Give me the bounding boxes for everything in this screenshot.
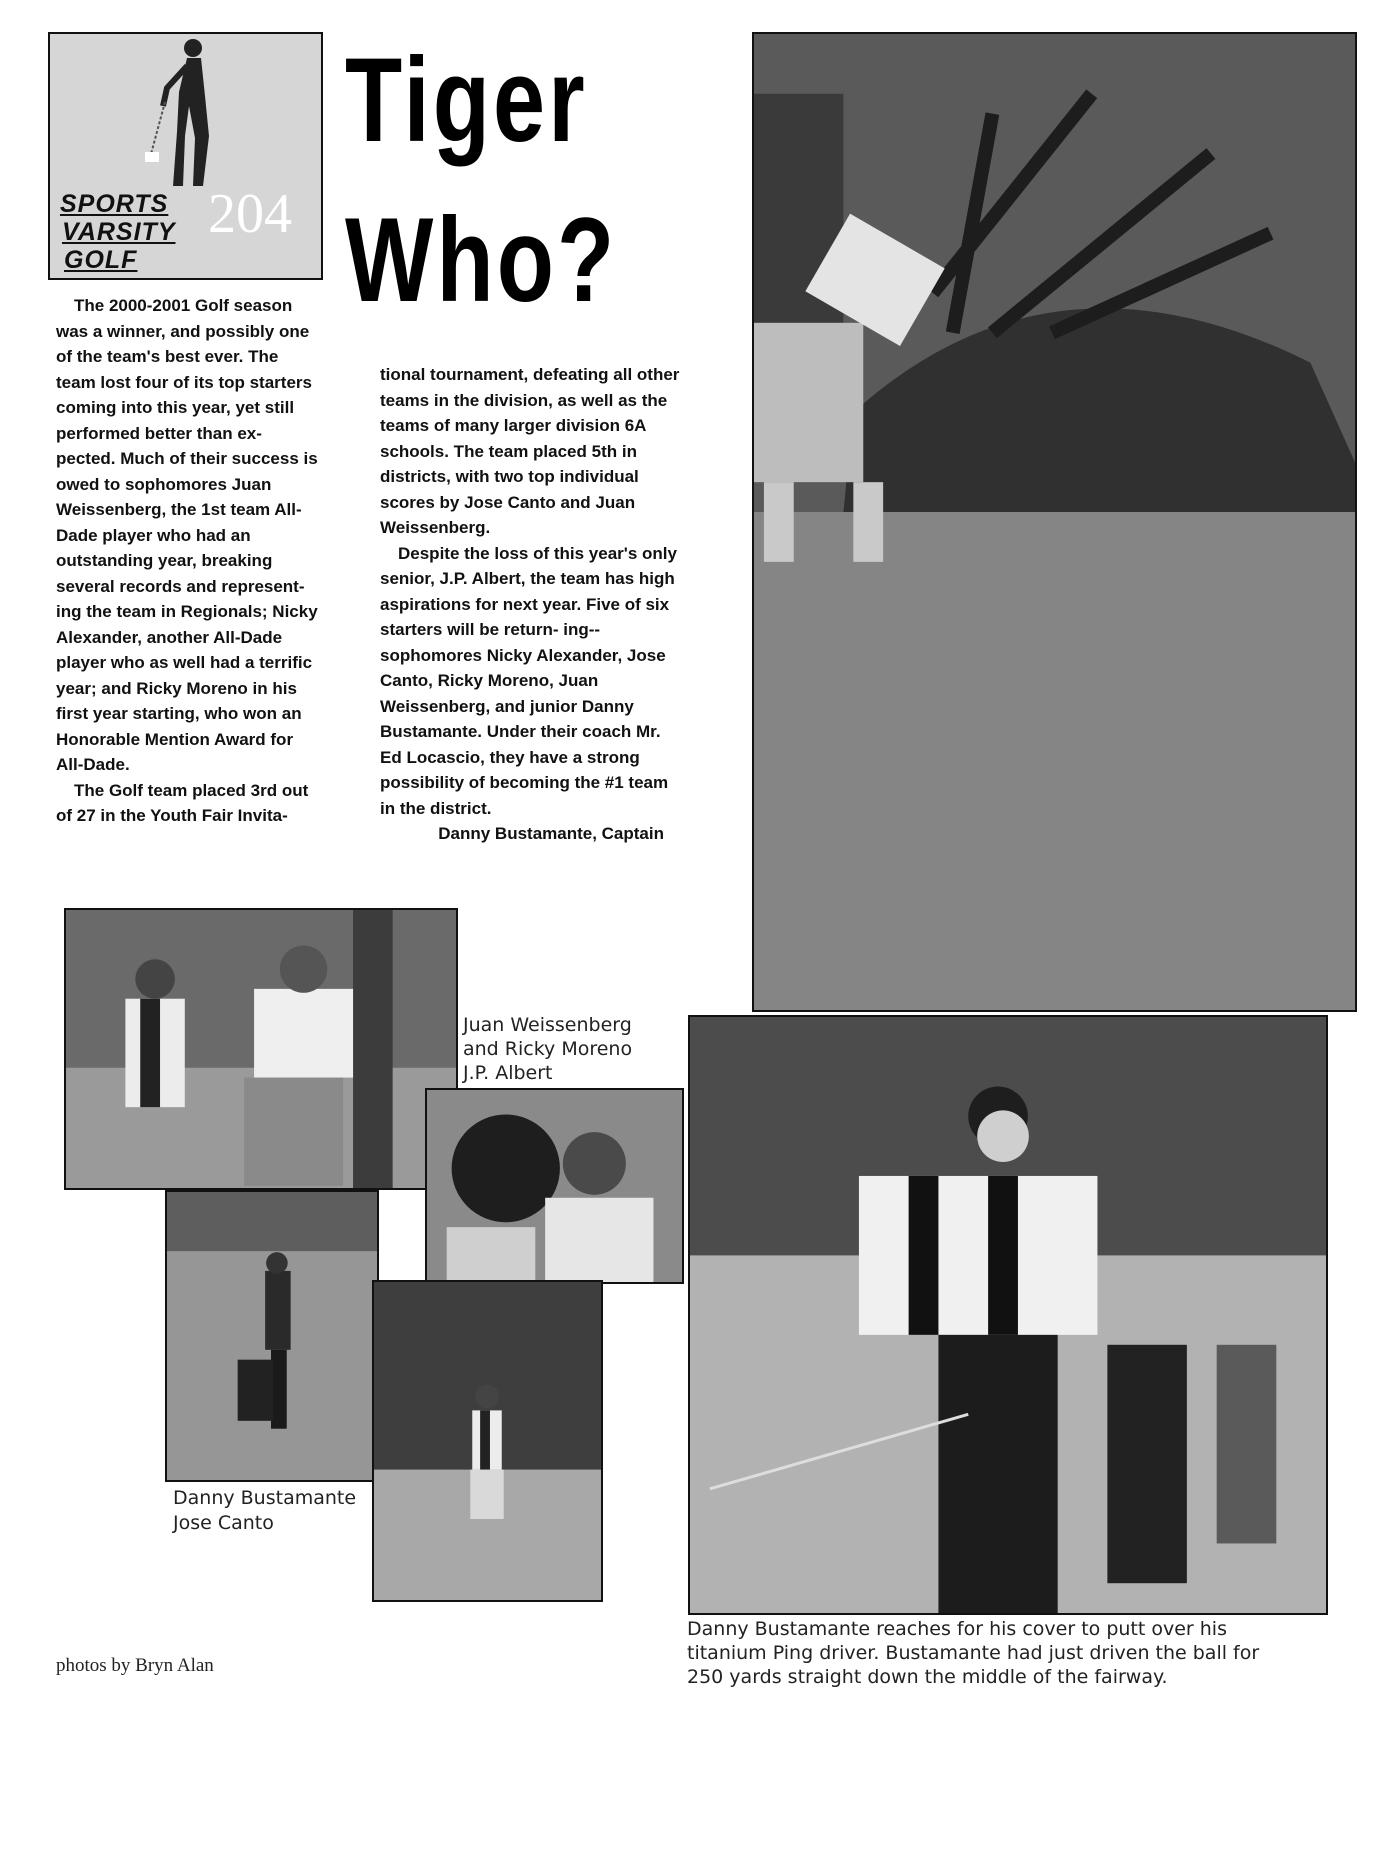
photo-bustamante-swing	[165, 1190, 379, 1482]
caption-main-line3: 250 yards straight down the middle of the fairway.	[687, 1666, 1168, 1688]
caption-canto: Jose Canto	[173, 1512, 274, 1534]
badge-varsity: VARSITY	[62, 218, 176, 246]
photo-jose-canto	[372, 1280, 603, 1602]
golfer-silhouette-icon	[145, 36, 235, 194]
headline-tiger: Tiger	[345, 33, 588, 167]
caption-weissenberg: Juan Weissenberg	[463, 1014, 632, 1036]
article-paragraph: Despite the loss of this year's only senior, J.P. Albert, the team has high aspirations for next year. Five of six starters will be return- ing-- sophomores Nicky Alexander, Jose Canto, Ricky Moreno, Juan Weissenberg, and junior Danny Bustamante. Under their coach Mr. Ed Locascio, they have a strong possibility of becoming the #1 team in the district.	[380, 543, 677, 818]
badge-golf: GOLF	[64, 246, 138, 274]
article-paragraph: The Golf team placed 3rd out of 27 in the Youth Fair Invita-	[56, 780, 309, 825]
photo-bustamante-main	[688, 1015, 1328, 1615]
article-paragraph: tional tournament, defeating all other teams in the division, as well as the teams of many larger division 6A schools. The team placed 5th in districts, with two top individual scores by Jose Canto and Juan Weissenberg.	[380, 365, 680, 537]
article-byline: Danny Bustamante, Captain	[438, 824, 664, 843]
caption-moreno: and Ricky Moreno	[463, 1038, 633, 1060]
photo-weissenberg-moreno	[64, 908, 458, 1190]
article-column-1	[56, 293, 322, 829]
section-badge	[48, 32, 323, 280]
caption-main-line2: titanium Ping driver. Bustamante had just driven the ball for	[687, 1642, 1260, 1664]
article-column-2	[380, 362, 680, 847]
article-paragraph: The 2000-2001 Golf season was a winner, and possibly one of the team's best ever. The team lost four of its top starters coming into this year, yet still performed better than ex- pected. Much of their success is owed to sophomores Juan Weissenberg, the 1st team All- Dade player who had an outstanding year, breaking several records and represent- ing the team in Regionals; Nicky Alexander, another All-Dade player who as well had a terrific year; and Ricky Moreno in his first year starting, who won an Honorable Mention Award for All-Dade.	[56, 296, 318, 774]
caption-bustamante-small: Danny Bustamante	[173, 1487, 357, 1509]
page-number: 204	[208, 183, 292, 245]
caption-main-line1: Danny Bustamante reaches for his cover to putt over his	[687, 1618, 1227, 1640]
photo-golfer-walking	[752, 32, 1357, 1012]
badge-sports: SPORTS	[60, 190, 169, 218]
headline-who: Who?	[345, 193, 618, 327]
photo-jp-albert	[425, 1088, 684, 1284]
photo-credit: photos by Bryn Alan	[56, 1655, 214, 1676]
caption-albert: J.P. Albert	[463, 1062, 553, 1084]
